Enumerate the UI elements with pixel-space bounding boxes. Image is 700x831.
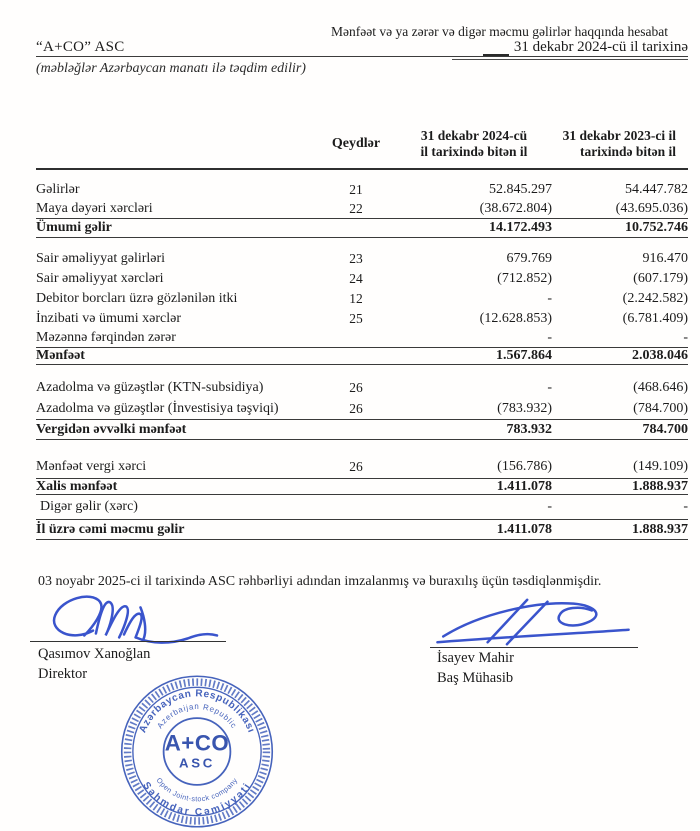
report-title: Mənfəət və ya zərər və digər məcmu gəlirlər haqqında hesabat bbox=[331, 24, 668, 39]
row-label: Ümumi gəlir bbox=[36, 220, 112, 235]
row-label: Sair əməliyyat xərcləri bbox=[36, 271, 164, 286]
value-2023: (607.179) bbox=[633, 271, 688, 286]
note-cell: 26 bbox=[349, 459, 363, 474]
table-row bbox=[36, 269, 688, 289]
value-2023: (149.109) bbox=[633, 459, 688, 474]
header-notes-cell: Qeydlər bbox=[331, 136, 381, 151]
table-row bbox=[36, 456, 688, 478]
table-row bbox=[36, 329, 688, 347]
note-cell: 21 bbox=[349, 182, 363, 197]
value-2024: - bbox=[547, 291, 552, 306]
spacer bbox=[36, 440, 688, 456]
value-2024: (38.672.804) bbox=[479, 201, 552, 216]
row-label: Vergidən əvvəlki mənfəət bbox=[36, 421, 187, 437]
currency-note: (məbləğlər Azərbaycan manatı ilə təqdim edilir) bbox=[36, 61, 306, 76]
row-label: Xalis mənfəət bbox=[36, 478, 118, 494]
spacer bbox=[36, 238, 688, 249]
value-2024: - bbox=[547, 380, 552, 395]
value-2024: - bbox=[547, 330, 552, 345]
company-name: “A+CO” ASC bbox=[36, 39, 125, 55]
table-row bbox=[36, 200, 688, 218]
table-row bbox=[36, 289, 688, 309]
signatory-name: Qasımov Xanoğlan bbox=[38, 646, 151, 662]
income-statement-table bbox=[36, 120, 688, 540]
seal-text-joint-stock-en: Open Joint-stock company bbox=[154, 775, 240, 804]
note-cell: 25 bbox=[349, 311, 363, 326]
signature-stroke bbox=[54, 597, 101, 636]
value-2024: (712.852) bbox=[497, 271, 552, 286]
row-label: Məzənnə fərqindən zərər bbox=[36, 330, 176, 345]
value-2024: 1.411.078 bbox=[496, 478, 552, 494]
header-2023-cell bbox=[552, 128, 688, 160]
row-label: Debitor borcları üzrə gözlənilən itki bbox=[36, 291, 238, 306]
table-row bbox=[36, 398, 688, 419]
value-2024: - bbox=[547, 499, 552, 514]
value-2023: 2.038.046 bbox=[632, 348, 688, 363]
row-label: Maya dəyəri xərcləri bbox=[36, 201, 153, 216]
value-2023: 54.447.782 bbox=[625, 182, 688, 197]
note-cell: 22 bbox=[349, 201, 363, 216]
value-2023: (784.700) bbox=[633, 400, 688, 416]
value-2023: - bbox=[683, 499, 688, 514]
seal-text-az-republic: Azərbaycan Respublikası bbox=[137, 688, 257, 735]
value-2023: 1.888.937 bbox=[632, 478, 688, 494]
signature-chief-accountant bbox=[426, 594, 641, 650]
date-double-underline bbox=[452, 59, 688, 60]
value-2024: (12.628.853) bbox=[479, 311, 552, 326]
table-row bbox=[36, 378, 688, 398]
signature-line bbox=[30, 641, 226, 642]
table-row-total bbox=[36, 478, 688, 495]
row-label: Mənfəət bbox=[36, 348, 85, 363]
signatory-title: Direktor bbox=[38, 666, 88, 682]
signatory-title: Baş Mühasib bbox=[437, 670, 514, 686]
value-2024: 52.845.297 bbox=[489, 182, 552, 197]
value-2023: (43.695.036) bbox=[615, 201, 688, 216]
row-label: Azadolma və güzəştlər (İnvestisiya təşviqi) bbox=[36, 400, 279, 416]
table-row-total bbox=[36, 347, 688, 365]
note-cell: 23 bbox=[349, 251, 363, 266]
value-2023: 916.470 bbox=[642, 251, 688, 266]
signature-stroke bbox=[437, 630, 628, 643]
value-2024: 679.769 bbox=[506, 251, 552, 266]
value-2023: (468.646) bbox=[633, 380, 688, 395]
header-2024-line1: 31 dekabr 2024-cü bbox=[420, 128, 528, 144]
value-2023: 10.752.746 bbox=[625, 220, 688, 235]
table-row-total bbox=[36, 218, 688, 238]
signature-line bbox=[430, 647, 638, 648]
note-cell: 24 bbox=[349, 271, 363, 286]
signatory-name: İsayev Mahir bbox=[437, 650, 514, 666]
note-cell: 26 bbox=[349, 400, 363, 416]
row-label: Digər gəlir (xərc) bbox=[40, 499, 138, 514]
seal-company-type: ASC bbox=[179, 755, 215, 771]
row-label: Mənfəət vergi xərci bbox=[36, 459, 147, 474]
value-2024: 14.172.493 bbox=[489, 220, 552, 235]
filled-blank-line bbox=[483, 42, 509, 56]
table-row bbox=[36, 249, 688, 269]
seal-company-abbr: A+CO bbox=[164, 730, 230, 756]
row-label: Gəlirlər bbox=[36, 182, 80, 197]
value-2024: 1.411.078 bbox=[496, 521, 552, 537]
seal-text-en-republic: Azerbaijan Republic bbox=[155, 702, 239, 731]
approval-statement: 03 noyabr 2025-ci il tarixində ASC rəhbərliyi adından imzalanmış və buraxılış üçün təsdiqlənmişdir. bbox=[38, 574, 602, 589]
value-2023: (2.242.582) bbox=[622, 291, 688, 306]
spacer bbox=[36, 170, 688, 180]
svg-text:Azərbaycan Respublikası bbox=[137, 688, 256, 734]
value-2023: 784.700 bbox=[642, 421, 688, 437]
company-header-row bbox=[36, 38, 688, 57]
company-seal bbox=[116, 672, 278, 831]
table-row bbox=[36, 495, 688, 519]
value-2024: 1.567.864 bbox=[496, 348, 552, 363]
value-2024: (783.932) bbox=[497, 400, 552, 416]
row-label: İl üzrə cəmi məcmu gəlir bbox=[36, 521, 185, 537]
table-header-row bbox=[36, 120, 688, 170]
value-2023: (6.781.409) bbox=[622, 311, 688, 326]
header-2023-line2: tarixində bitən il bbox=[579, 144, 676, 159]
table-row-total bbox=[36, 519, 688, 540]
header-2023-line1: 31 dekabr 2023-ci il bbox=[562, 128, 676, 144]
value-2023: - bbox=[683, 330, 688, 345]
table-row bbox=[36, 309, 688, 329]
report-date: 31 dekabr 2024-cü il tarixinə bbox=[513, 39, 688, 55]
spacer bbox=[36, 365, 688, 378]
row-label: İnzibati və ümumi xərclər bbox=[36, 311, 181, 326]
note-cell: 26 bbox=[349, 380, 363, 395]
row-label: Sair əməliyyat gəlirləri bbox=[36, 251, 166, 266]
seal-text-joint-stock-az: Səhmdar Cəmiyyəti bbox=[140, 780, 254, 819]
value-2024: (156.786) bbox=[497, 459, 552, 474]
table-row-total bbox=[36, 419, 688, 440]
row-label: Azadolma və güzəştlər (KTN-subsidiya) bbox=[36, 380, 264, 395]
header-2024-cell bbox=[396, 128, 552, 160]
note-cell: 12 bbox=[349, 291, 363, 306]
table-row bbox=[36, 180, 688, 200]
header-2024-line2: il tarixində bitən il bbox=[420, 144, 528, 159]
value-2023: 1.888.937 bbox=[632, 521, 688, 537]
report-date-wrap bbox=[483, 39, 688, 56]
value-2024: 783.932 bbox=[506, 421, 552, 437]
